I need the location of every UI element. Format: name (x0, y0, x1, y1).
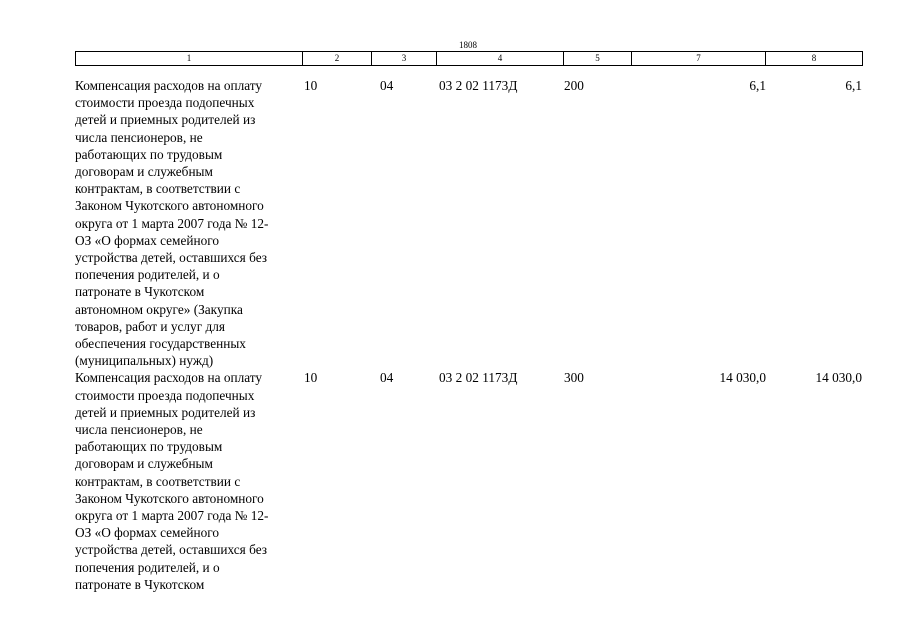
row-target-article: 03 2 02 1173Д (439, 370, 518, 386)
header-col-3: 3 (372, 52, 437, 66)
row-expense-type: 200 (564, 78, 584, 93)
row-amount-2: 14 030,0 (815, 370, 862, 386)
table-row (75, 369, 862, 593)
header-col-4: 4 (437, 52, 564, 66)
row-section: 10 (304, 78, 318, 93)
row-subsection: 04 (380, 370, 394, 386)
header-col-5: 5 (564, 52, 632, 66)
page-number: 1808 (459, 40, 477, 50)
table-row (75, 77, 862, 369)
header-col-2: 2 (303, 52, 372, 66)
row-target-article: 03 2 02 1173Д (439, 78, 518, 93)
header-row (76, 52, 863, 66)
header-col-7: 7 (632, 52, 766, 66)
row-section: 10 (304, 370, 318, 386)
row-description: Компенсация расходов на оплату стоимости проезда подопечных детей и приемных родителей из числа пенсионеров, не работающих по трудовым договорам и служебным контрактам, в соответствии с Законом Чукотского автономного округа от 1 марта 2007 года № 12- ОЗ «О формах семейного устройства детей, оставшихся без попечения родителей, и о патронате в Чукотском автономном округе» (Закупка товаров, работ и услуг для обеспечения государственных (муниципальных) нужд) (75, 78, 269, 369)
row-expense-type: 300 (564, 370, 584, 386)
row-subsection: 04 (380, 78, 394, 93)
row-amount-1: 14 030,0 (719, 370, 766, 386)
header-col-1: 1 (76, 52, 303, 66)
row-amount-1: 6,1 (749, 78, 766, 93)
header-col-8: 8 (766, 52, 863, 66)
table-header (75, 51, 863, 66)
row-description: Компенсация расходов на оплату стоимости проезда подопечных детей и приемных родителей из числа пенсионеров, не работающих по трудовым договорам и служебным контрактам, в соответствии с Законом Чукотского автономного округа от 1 марта 2007 года № 12- ОЗ «О формах семейного устройства детей, оставшихся без попечения родителей, и о патронате в Чукотском (75, 370, 269, 592)
row-amount-2: 6,1 (845, 78, 862, 93)
table-body (75, 77, 862, 593)
